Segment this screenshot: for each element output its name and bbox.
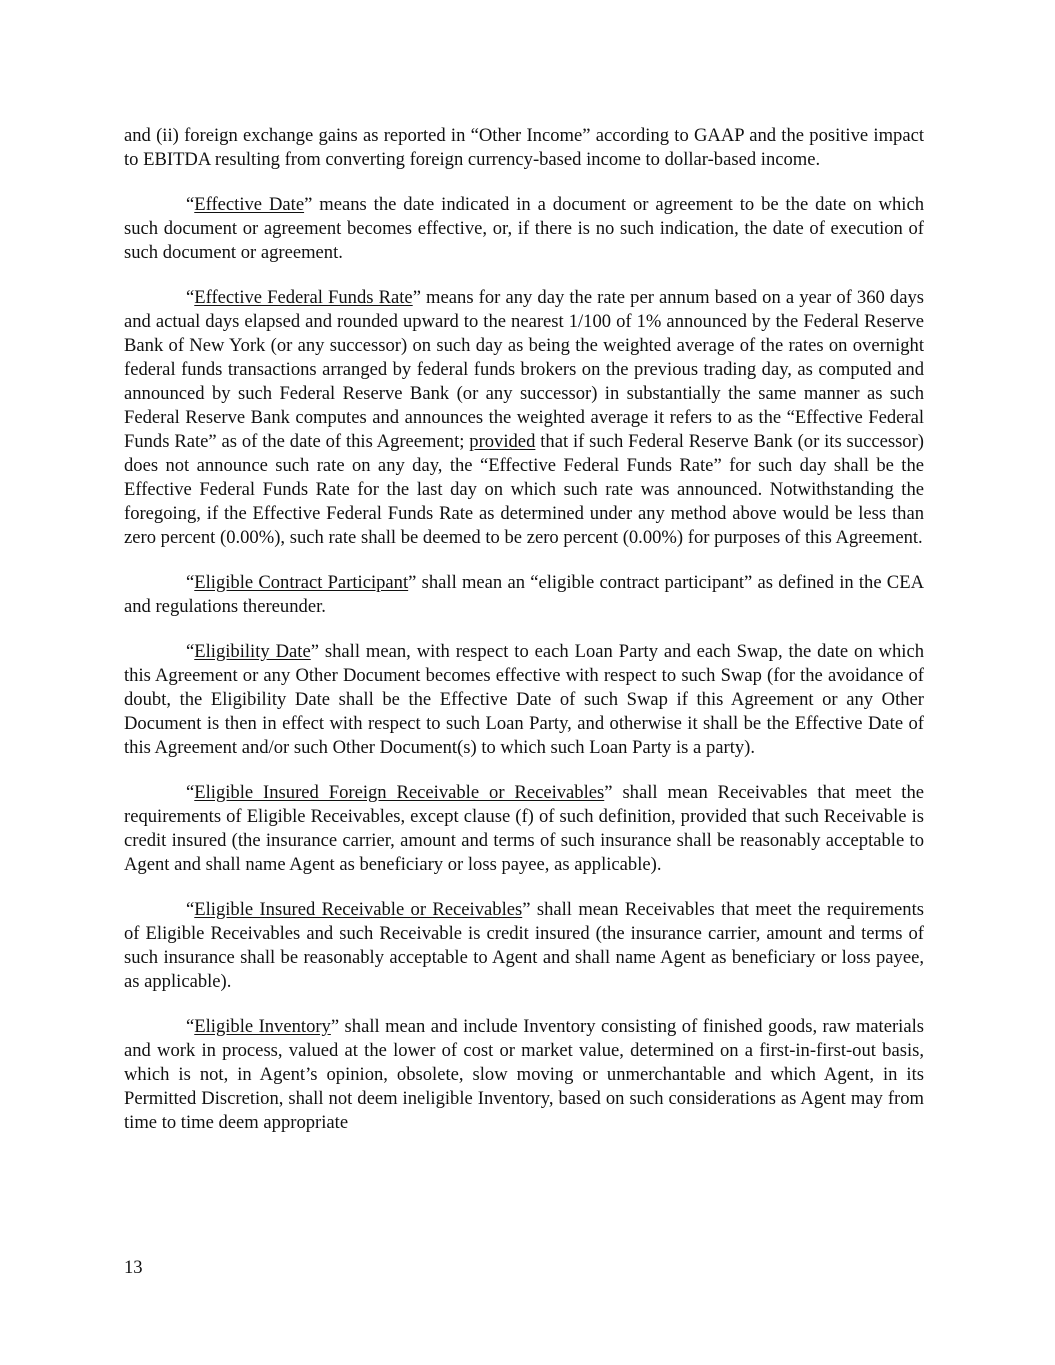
definition-text: ” shall mean Receivables that meet the requirements of Eligible Receivables and such Receivable is credit insured (the insurance carrier, amount and terms of such insurance shall be reasonably acceptable to Agent and shall name Agent as beneficiary or loss payee, as applicable). (124, 899, 924, 992)
defined-term: Eligible Insured Foreign Receivable or Receivables (194, 782, 605, 803)
defined-term: Eligibility Date (194, 641, 311, 662)
definition-eligible-insured-receivable (124, 898, 924, 994)
definition-eligibility-date (124, 640, 924, 760)
definition-text: ” means for any day the rate per annum based on a year of 360 days and actual days elapsed and rounded upward to the nearest 1/100 of 1% announced by the Federal Reserve Bank of New York (or any successor) on such day as being the weighted average of the rates on overnight federal funds transactions arranged by federal funds brokers on the previous trading day, as computed and announced by such Federal Reserve Bank (or any successor) in substantially the same manner as such Federal Reserve Bank computes and announces the weighted average it refers to as the “Effective Federal Funds Rate” as of the date of this Agreement; (124, 287, 924, 452)
open-quote: “ (186, 194, 195, 215)
defined-term: Effective Date (194, 194, 305, 215)
proviso-term: provided (469, 431, 536, 452)
definition-effective-date (124, 193, 924, 265)
open-quote: “ (186, 899, 195, 920)
defined-term: Effective Federal Funds Rate (194, 287, 413, 308)
definition-effective-federal-funds-rate (124, 286, 924, 550)
open-quote: “ (186, 287, 195, 308)
definition-text: ” shall mean, with respect to each Loan Party and each Swap, the date on which this Agreement or any Other Document becomes effective with respect to such Swap (for the avoidance of doubt, the Eligibility Date shall be the Effective Date of such Swap if this Agreement or any Other Document is then in effect with respect to such Loan Party, and otherwise it shall be the Effective Date of this Agreement and/or such Other Document(s) to which such Loan Party is a party). (124, 641, 924, 758)
definition-eligible-insured-foreign-receivable (124, 781, 924, 877)
definition-eligible-inventory (124, 1015, 924, 1135)
defined-term: Eligible Insured Receivable or Receivables (194, 899, 523, 920)
open-quote: “ (186, 1016, 195, 1037)
definition-text: ” shall mean Receivables that meet the requirements of Eligible Receivables, except clause (f) of such definition, provided that such Receivable is credit insured (the insurance carrier, amount and terms of such insurance shall be reasonably acceptable to Agent and shall name Agent as beneficiary or loss payee, as applicable). (124, 782, 924, 875)
defined-term: Eligible Inventory (194, 1016, 331, 1037)
definition-text: that if such Federal Reserve Bank (or its successor) does not announce such rate on any day, the “Effective Federal Funds Rate” for such day shall be the Effective Federal Funds Rate for the last day on which such rate was announced. Notwithstanding the foregoing, if the Effective Federal Funds Rate as determined under any method above would be less than zero percent (0.00%), such rate shall be deemed to be zero percent (0.00%) for purposes of this Agreement. (124, 431, 924, 548)
paragraph-text: and (ii) foreign exchange gains as reported in “Other Income” according to GAAP and the positive impact to EBITDA resulting from converting foreign currency-based income to dollar-based income. (124, 125, 924, 170)
definition-text: ” shall mean an “eligible contract participant” as defined in the CEA and regulations thereunder. (124, 572, 924, 617)
definition-eligible-contract-participant (124, 571, 924, 619)
definition-text: ” shall mean and include Inventory consisting of finished goods, raw materials and work in process, valued at the lower of cost or market value, determined on a first-in-first-out basis, which is not, in Agent’s opinion, obsolete, slow moving or unmerchantable and which Agent, in its Permitted Discretion, shall not deem ineligible Inventory, based on such considerations as Agent may from time to time deem appropriate (124, 1016, 924, 1133)
definition-text: ” means the date indicated in a document or agreement to be the date on which such document or agreement becomes effective, or, if there is no such indication, the date of execution of such document or agreement. (124, 194, 924, 263)
paragraph-continuation (124, 124, 924, 172)
open-quote: “ (186, 572, 195, 593)
defined-term: Eligible Contract Participant (194, 572, 409, 593)
open-quote: “ (186, 641, 195, 662)
document-page (124, 124, 924, 1156)
open-quote: “ (186, 782, 195, 803)
page-number: 13 (124, 1257, 143, 1278)
